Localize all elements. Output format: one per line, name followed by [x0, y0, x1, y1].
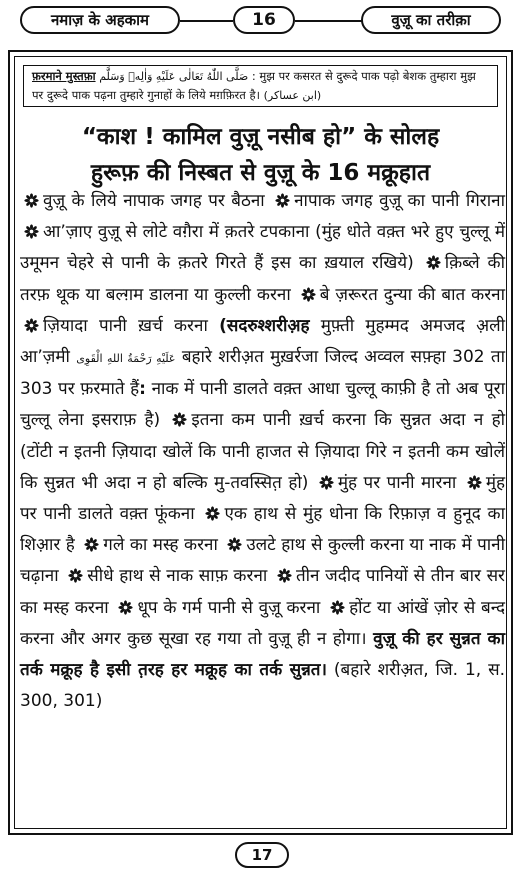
makruh-8: मुंह पर पानी मारना	[337, 472, 457, 493]
page-number-bottom: 17	[235, 842, 289, 868]
makruh-7: इतना कम पानी ख़र्च करना कि सुन्नत अदा न हो (टोंटी न इतनी ज़ियादा खोलें कि पानी हाजत से ज़ियादा गिरे न इतनी कम खोलें कि सुन्नत भी अदा न हो बल्कि मु-तवस्सित़ हो)	[20, 410, 505, 493]
makruh-13: सीधे हाथ से नाक साफ़ करना	[87, 566, 268, 587]
makruh-6: ज़ियादा पानी ख़र्च करना	[43, 315, 208, 336]
makruh-3: आ’ज़ाए वुज़ू से लोटे वग़ैरा में क़तरे टपकाना (मुंह धोते वक़्त भरे हुए चुल्लू में उमूमन चेहरे से पानी के क़तरे गिरते हैं इस का ख़याल रखिये)	[20, 222, 505, 274]
page-title	[15, 119, 506, 191]
makruh-14: तीन जदीद पानियों से तीन बार सर का मस्ह करना	[20, 566, 506, 618]
flower-bullet-icon	[205, 501, 220, 516]
makruh-15: धूप के गर्म पानी से वुज़ू करना	[137, 597, 321, 618]
hadith-text-1: : मुझ पर कसरत से दुरूदे पाक पढ़ो बेशक तुम्हारा मुझ पर दुरूदे पाक	[32, 69, 476, 102]
flower-bullet-icon	[319, 470, 334, 485]
makruh-10: एक हाथ से मुंह धोना कि रिफ़ाज़ व हुनूद का शिआ़र है	[20, 504, 506, 556]
hadith-text-2: पढ़ना तुम्हारे गुनाहों के लिये मग़फ़िरत है।	[93, 88, 260, 102]
flower-bullet-icon	[68, 563, 83, 578]
makruh-9: मुंह पर पानी डालते वक़्त फूंकना	[20, 472, 506, 525]
title-line-1: “काश ! कामिल वुज़ू नसीब हो” के सोलह	[81, 124, 440, 150]
bahar-colon: :	[139, 379, 146, 400]
flower-bullet-icon	[227, 532, 242, 547]
bahar-ref: बहारे शरीअ़त मुख़र्रजा जिल्द अव्वल सफ़्हा 302 ता 303 पर फ़रमाते हैं	[20, 347, 505, 400]
chapter-title: वुज़ू का तरीक़ा	[361, 6, 501, 34]
closing-statement: वुज़ू की हर सुन्नत का तर्क मक्रूह है इसी त़रह हर मक्रूह का तर्क सुन्नत।	[20, 628, 506, 681]
flower-bullet-icon	[172, 407, 187, 422]
makruh-1: वुज़ू के लिये नापाक जगह पर बैठना	[43, 191, 265, 211]
mufti-name: मुफ़्ती मुहम्मद अमजद अ़ली आ’ज़मी	[20, 315, 505, 368]
makruh-11: गले का मस्ह करना	[103, 535, 218, 556]
hadith-box	[23, 65, 498, 107]
flower-bullet-icon	[118, 595, 133, 610]
book-title: नमाज़ के अहकाम	[20, 6, 180, 34]
flower-bullet-icon	[24, 188, 39, 203]
flower-bullet-icon	[24, 313, 39, 328]
page-number-top: 16	[233, 6, 295, 34]
hadith-label: फ़रमाने मुस्तफ़ा	[32, 69, 96, 83]
flower-bullet-icon	[275, 188, 290, 203]
flower-bullet-icon	[301, 282, 316, 297]
closing-reference: (बहारे शरीअ़त, जि. 1, स. 300, 301)	[20, 660, 506, 712]
hadith-source: (ابن عساکر)	[263, 89, 322, 102]
body-text	[20, 186, 505, 717]
flower-bullet-icon	[24, 219, 39, 234]
makruh-4: क़िब्ले की तरफ़ थूक या बल्ग़म डालना या कुल्ली करना	[20, 253, 506, 305]
hadith-honorific: صَلَّى اللّٰهُ تَعَالٰى عَلَيْهِ وَاٰلِهٖ وَسَلَّم	[99, 70, 249, 83]
makruh-5: बे ज़रूरत दुन्या की बात करना	[319, 284, 506, 305]
makruh-12: उलटे हाथ से कुल्ली करना या नाक में पानी चढ़ाना	[20, 535, 505, 587]
flower-bullet-icon	[277, 563, 292, 578]
flower-bullet-icon	[467, 470, 482, 485]
sadrush-shariah: (सदरुश्शरीअ़ह	[219, 315, 310, 336]
title-line-2: हुरूफ़ की निस्बत से वुज़ू के 16 मक्रूहात	[90, 160, 431, 186]
makruh-2: नापाक जगह वुज़ू का पानी गिराना	[294, 191, 506, 211]
flower-bullet-icon	[84, 532, 99, 547]
header-rule-left	[180, 20, 233, 22]
flower-bullet-icon	[426, 250, 441, 265]
mufti-honorific: عَلَيْهِ رَحْمَةُ اللهِ الْقَوِی	[76, 352, 176, 366]
page-header	[8, 6, 517, 38]
makruh-16: होंट या आंखें ज़ोर से बन्द करना और अगर कुछ सूखा रह गया तो वुज़ू ही न होगा।	[20, 597, 505, 649]
flower-bullet-icon	[330, 595, 345, 610]
bahar-quote: नाक में पानी डालते वक़्त आधा चुल्लू काफ़ी है तो अब पूरा चुल्लू लेना इसराफ़ है)	[20, 379, 505, 431]
